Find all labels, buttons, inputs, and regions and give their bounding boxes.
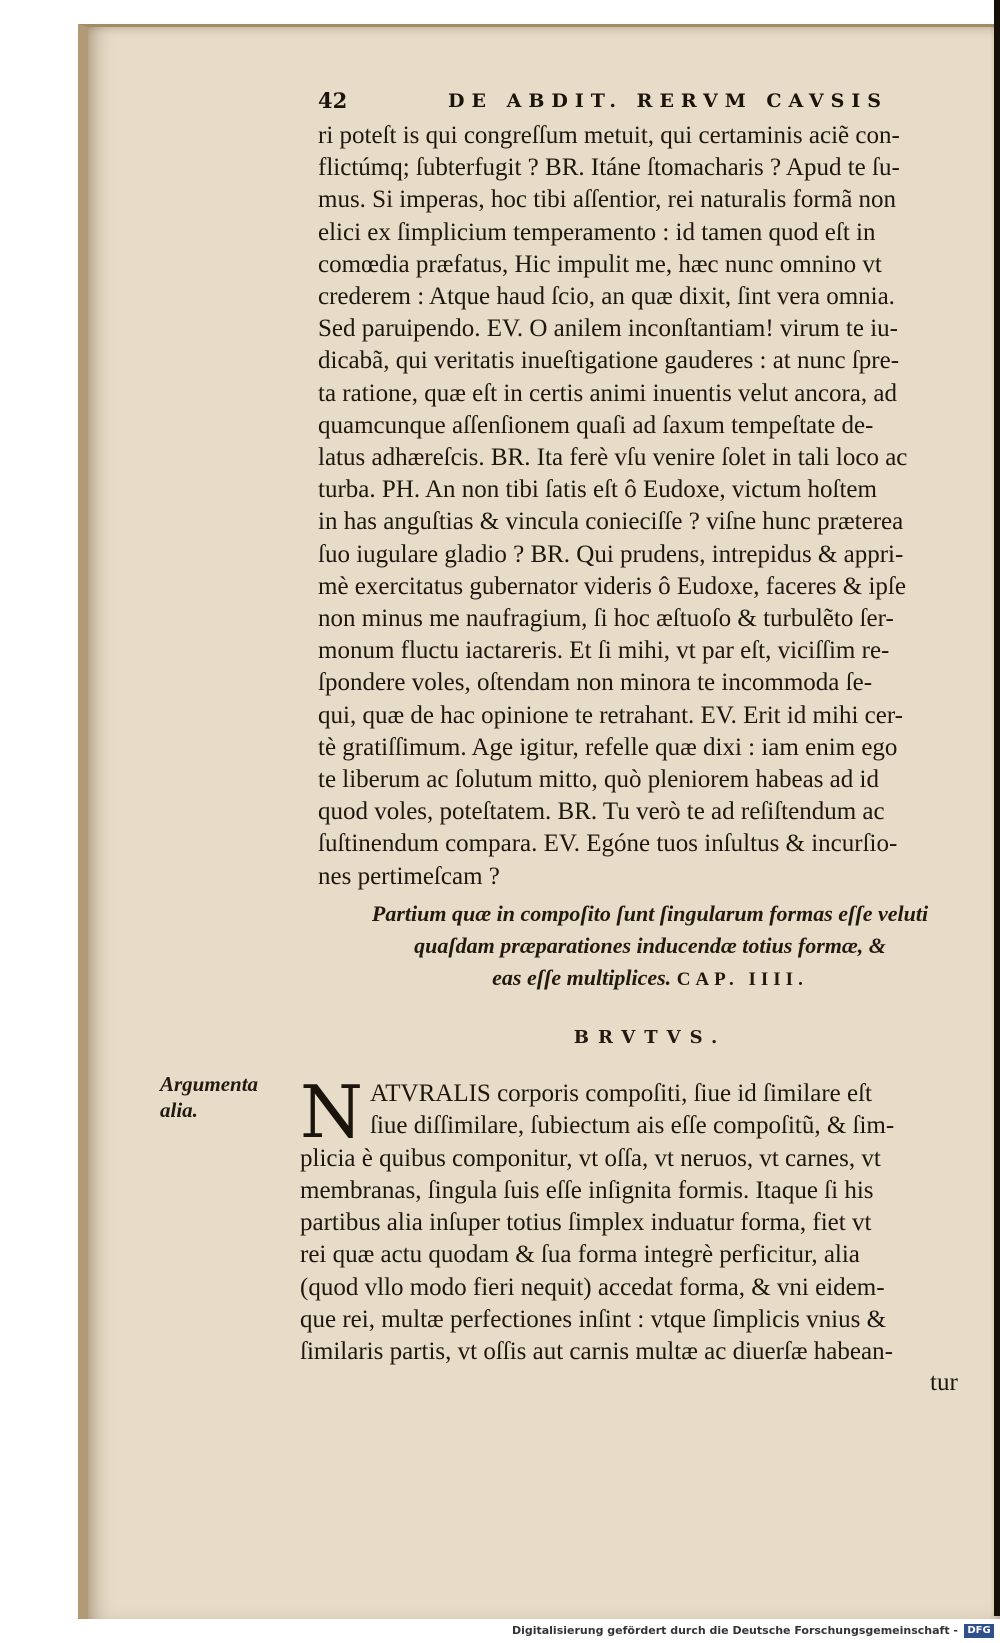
- text-line: ſpondere voles, oſtendam non minora te incommoda ſe-: [318, 669, 873, 697]
- text-line: mus. Si imperas, hoc tibi aſſentior, rei naturalis formã non: [318, 186, 897, 214]
- text-line: Sed paruipendo. EV. O anilem inconſtantiam! virum te iu-: [318, 315, 898, 343]
- chapter-title-line: quaſdam præparationes inducendæ totius formæ, &: [414, 933, 886, 958]
- footer-bar: [0, 1620, 1000, 1643]
- text-line: plicia è quibus componitur, vt oſſa, vt neruos, vt carnes, vt: [300, 1144, 881, 1172]
- page-header: [318, 88, 968, 120]
- text-line: ri poteſt is qui congreſſum metuit, qui certaminis aciẽ con-: [318, 122, 900, 149]
- marginal-note: Argumenta alia.: [160, 1072, 259, 1122]
- chapter-body: [300, 1070, 968, 1369]
- catchword: tur: [930, 1369, 958, 1396]
- text-line: latus adhæreſcis. BR. Ita ferè vſu venire ſolet in tali loco ac: [318, 444, 908, 472]
- text-line: qui, quæ de hac opinione te retrahant. EV. Erit id mihi cer-: [318, 701, 903, 729]
- text-line: tè gratiſſimum. Age igitur, refelle quæ dixi : iam enim ego: [318, 733, 898, 761]
- text-line: elici ex ſimplicium temperamento : id tamen quod eſt in: [318, 218, 876, 246]
- chapter-title-line: eas eſſe multiplices.: [492, 965, 672, 990]
- text-line: monum fluctu iactareris. Et ſi mihi, vt par eſt, viciſſim re-: [318, 637, 890, 665]
- text-line: ta ratione, quæ eſt in certis animi inuentis velut ancora, ad: [318, 379, 897, 407]
- text-line: crederem : Atque haud ſcio, an quæ dixit, ſint vera omnia.: [318, 283, 895, 311]
- text-line: flictúmq; ſubterfugit ? BR. Itáne ſtomacharis ? Apud te ſu-: [318, 154, 900, 182]
- dfg-logo: DFG: [964, 1624, 994, 1638]
- chapter-number: CAP. IIII.: [676, 969, 808, 990]
- text-line: quod voles, poteſtatem. BR. Tu verò te ad reſiſtendum ac: [318, 798, 885, 826]
- text-line: comœdia præfatus, Hic impulit me, hæc nunc omnino vt: [318, 250, 882, 278]
- text-line: dicabã, qui veritatis inueſtigatione gauderes : at nunc ſpre-: [318, 347, 900, 375]
- text-line: ſimilaris partis, vt oſſis aut carnis multæ ac diuerſæ habean-: [300, 1338, 893, 1366]
- drop-cap-initial: N: [300, 1070, 363, 1154]
- speaker-heading: BRVTVS.: [573, 1027, 727, 1048]
- text-line: in has anguſtias & vincula conieciſſe ? viſne hunc præterea: [318, 508, 904, 536]
- funding-credit: Digitalisierung gefördert durch die Deutsche Forschungsgemeinschaft -: [511, 1624, 958, 1637]
- text-line: quamcunque aſſenſionem quaſi ad ſaxum tempeſtate de-: [318, 411, 874, 439]
- text-line: rei quæ actu quodam & ſua forma integrè perficitur, alia: [300, 1241, 860, 1269]
- text-line: ATVRALIS corporis compoſiti, ſiue id ſimilare eſt: [370, 1080, 873, 1107]
- chapter-title-line: Partium quæ in compoſito ſunt ſingularum formas eſſe veluti: [371, 901, 929, 926]
- text-line: nes pertimeſcam ?: [318, 862, 500, 890]
- page-number: 42: [318, 88, 348, 113]
- text-line: partibus alia inſuper totius ſimplex induatur forma, fiet vt: [300, 1209, 872, 1237]
- text-line: non minus me naufragium, ſi hoc æſtuoſo & turbulẽto ſer-: [318, 605, 894, 633]
- page-edge-shadow: [994, 0, 1000, 1616]
- text-line: ſiue diſſimilare, ſubiectum ais eſſe compoſitũ, & ſim-: [370, 1112, 895, 1140]
- chapter-heading: [300, 898, 1000, 996]
- text-line: ſuo iugulare gladio ? BR. Qui prudens, intrepidus & appri-: [318, 540, 904, 568]
- text-line: mè exercitatus gubernator videris ô Eudoxe, faceres & ipſe: [318, 572, 906, 600]
- main-text-block: [318, 120, 978, 893]
- text-line: membranas, ſingula ſuis eſſe inſignita formis. Itaque ſi his: [300, 1176, 874, 1204]
- text-line: (quod vllo modo fieri nequit) accedat forma, & vni eidem-: [300, 1273, 885, 1301]
- text-line: ſuſtinendum compara. EV. Egóne tuos inſultus & incurſio-: [318, 830, 898, 858]
- running-title: DE ABDIT. RERVM CAVSIS: [448, 90, 888, 112]
- text-line: te liberum ac ſolutum mitto, quò pleniorem habeas ad id: [318, 766, 879, 794]
- chapter-title-line-last: [300, 962, 1000, 996]
- text-line: que rei, multæ perfectiones inſint : vtque ſimplicis vnius &: [300, 1306, 887, 1334]
- text-line: turba. PH. An non tibi ſatis eſt ô Eudoxe, victum hoſtem: [318, 476, 877, 504]
